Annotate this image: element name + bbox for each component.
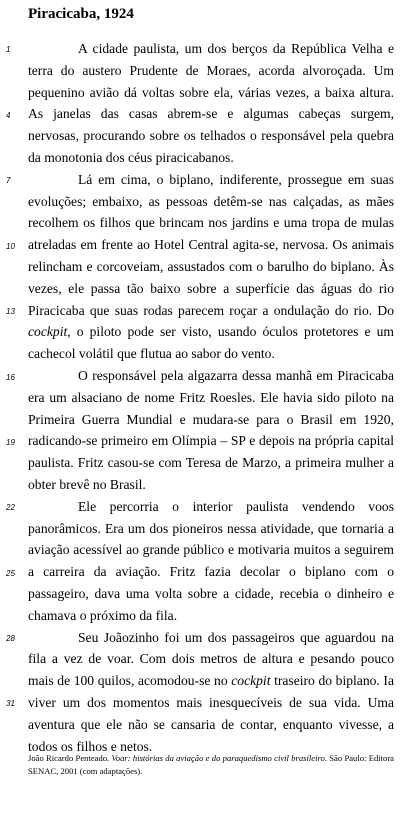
paragraph-2: Lá em cima, o biplano, indiferente, prossegue em suas evoluções; embaixo, as pessoas detêm-se nas calçadas, as mães recolhem os filhos que brincam nos jardins e uma tropa de mulas atreladas em frente ao Hotel Central agita-se, nervosa. Os animais relincham e corcoveiam, assustados com o barulho do biplano. Às vezes, ele passa tão baixo sobre a superfície das águas do rio Piracicaba que suas rodas parecem roçar a ondulação do rio. Do cockpit, o piloto pode ser visto, usando óculos protetores e um cachecol volátil que flutua ao sabor do vento. bbox=[28, 171, 394, 362]
line-number: 16 bbox=[6, 373, 15, 382]
line-number: 10 bbox=[6, 242, 15, 251]
line-number: 19 bbox=[6, 438, 15, 447]
source-author: João Ricardo Penteado. bbox=[28, 753, 112, 763]
paragraph-4: Ele percorria o interior paulista vendendo voos panorâmicos. Era um dos pioneiros nessa atividade, que tornaria a aviação acessível ao grande público e motivaria muitos a seguirem a carreira da aviação. Fritz fazia decolar o biplano com o passageiro, dava uma volta sobre a cidade, recebia o dinheiro e chamava o próximo da fila. bbox=[28, 498, 394, 623]
line-number: 25 bbox=[6, 569, 15, 578]
line-number: 31 bbox=[6, 699, 15, 708]
italic-term: cockpit bbox=[28, 324, 68, 340]
source-citation bbox=[28, 752, 394, 778]
paragraph-1: A cidade paulista, um dos berços da República Velha e terra do austero Prudente de Moraes, acorda alvoroçada. Um pequenino avião dá voltas sobre ela, várias vezes, a baixa altura. As janelas das casas abrem-se e algumas cabeças surgem, nervosas, procurando sobre os telhados o responsável pela quebra da monotonia dos céus piracicabanos. bbox=[28, 41, 394, 165]
source-title: Voar: histórias da aviação e do paraquedismo civil brasileiro bbox=[111, 753, 325, 763]
line-number: 22 bbox=[6, 503, 15, 512]
line-number: 28 bbox=[6, 634, 15, 643]
body-text bbox=[28, 38, 394, 757]
line-number: 4 bbox=[6, 111, 11, 120]
document-title: Piracicaba, 1924 bbox=[28, 6, 134, 22]
paragraph-3: O responsável pela algazarra dessa manhã em Piracicaba era um alsaciano de nome Fritz Roesles. Ele havia sido piloto na Primeira Guerra Mundial e mudara-se para o Brasil em 1920, radicando-se primeiro em Olímpia – SP e depois na própria capital paulista. Fritz casou-se com Teresa de Marzo, a primeira mulher a obter brevê no Brasil. bbox=[28, 367, 394, 492]
source-publisher: . São Paulo: Editora SENAC, 2001 (com adaptações). bbox=[28, 753, 394, 776]
line-number: 13 bbox=[6, 307, 15, 316]
paragraph-5: Seu Joãozinho foi um dos passageiros que aguardou na fila a vez de voar. Com dois metros de altura e pesando pouco mais de 100 quilos, acomodou-se no cockpit traseiro do biplano. Ia viver um dos momentos mais inesquecíveis de sua vida. Uma aventura que ele não se cansaria de contar, enquanto vivesse, a todos os filhos e netos. bbox=[28, 629, 394, 754]
line-number: 1 bbox=[6, 45, 11, 54]
italic-term: cockpit bbox=[231, 673, 271, 689]
line-number: 7 bbox=[6, 176, 11, 185]
